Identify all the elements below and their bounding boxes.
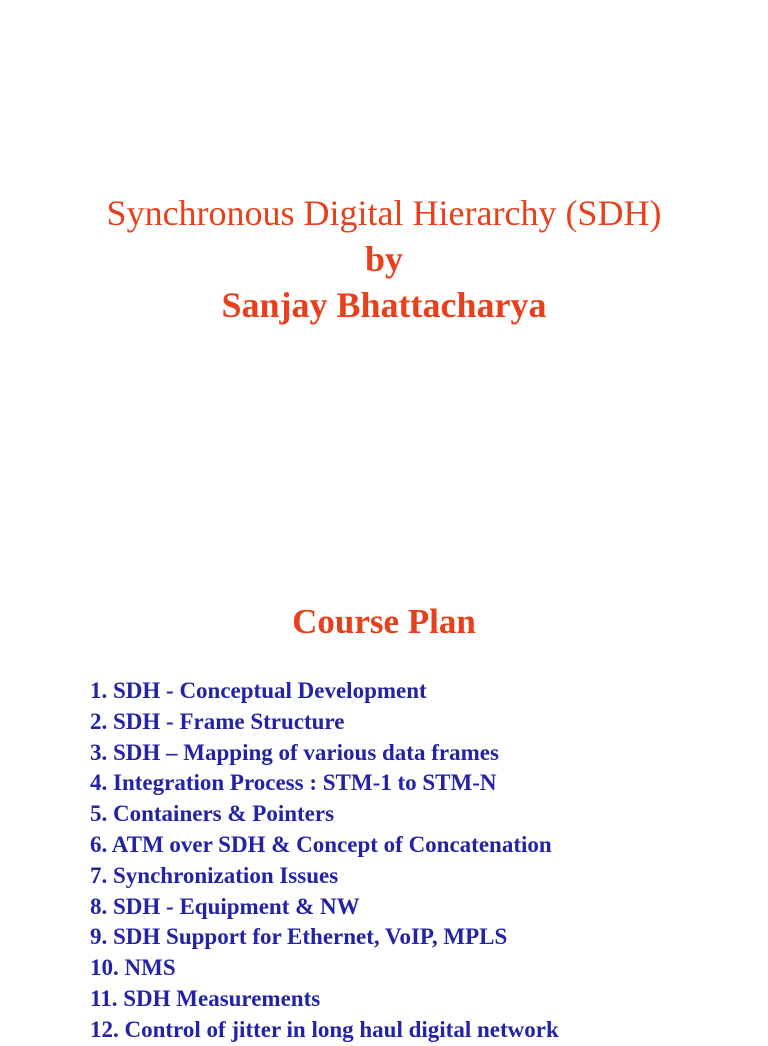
title-author: Sanjay Bhattacharya <box>221 285 547 325</box>
document-title <box>0 190 768 328</box>
list-item: 12. Control of jitter in long haul digital network <box>90 1016 559 1042</box>
course-plan-heading: Course Plan <box>292 602 476 641</box>
list-item: 8. SDH - Equipment & NW <box>90 893 360 919</box>
title-by: by <box>364 239 404 279</box>
course-plan-list <box>90 676 760 1046</box>
list-item: 5. Containers & Pointers <box>90 801 335 827</box>
list-item: 1. SDH - Conceptual Development <box>90 678 427 703</box>
list-item: 6. ATM over SDH & Concept of Concatenation <box>90 831 552 857</box>
list-item: 10. NMS <box>90 955 176 981</box>
list-item: 9. SDH Support for Ethernet, VoIP, MPLS <box>90 924 508 950</box>
list-item: 11. SDH Measurements <box>90 985 321 1011</box>
list-item: 4. Integration Process : STM-1 to STM-N <box>90 770 497 796</box>
list-item: 7. Synchronization Issues <box>90 862 339 888</box>
title-main: Synchronous Digital Hierarchy (SDH) <box>106 193 662 233</box>
list-item: 2. SDH - Frame Structure <box>90 708 345 734</box>
list-item: 3. SDH – Mapping of various data frames <box>90 739 499 765</box>
